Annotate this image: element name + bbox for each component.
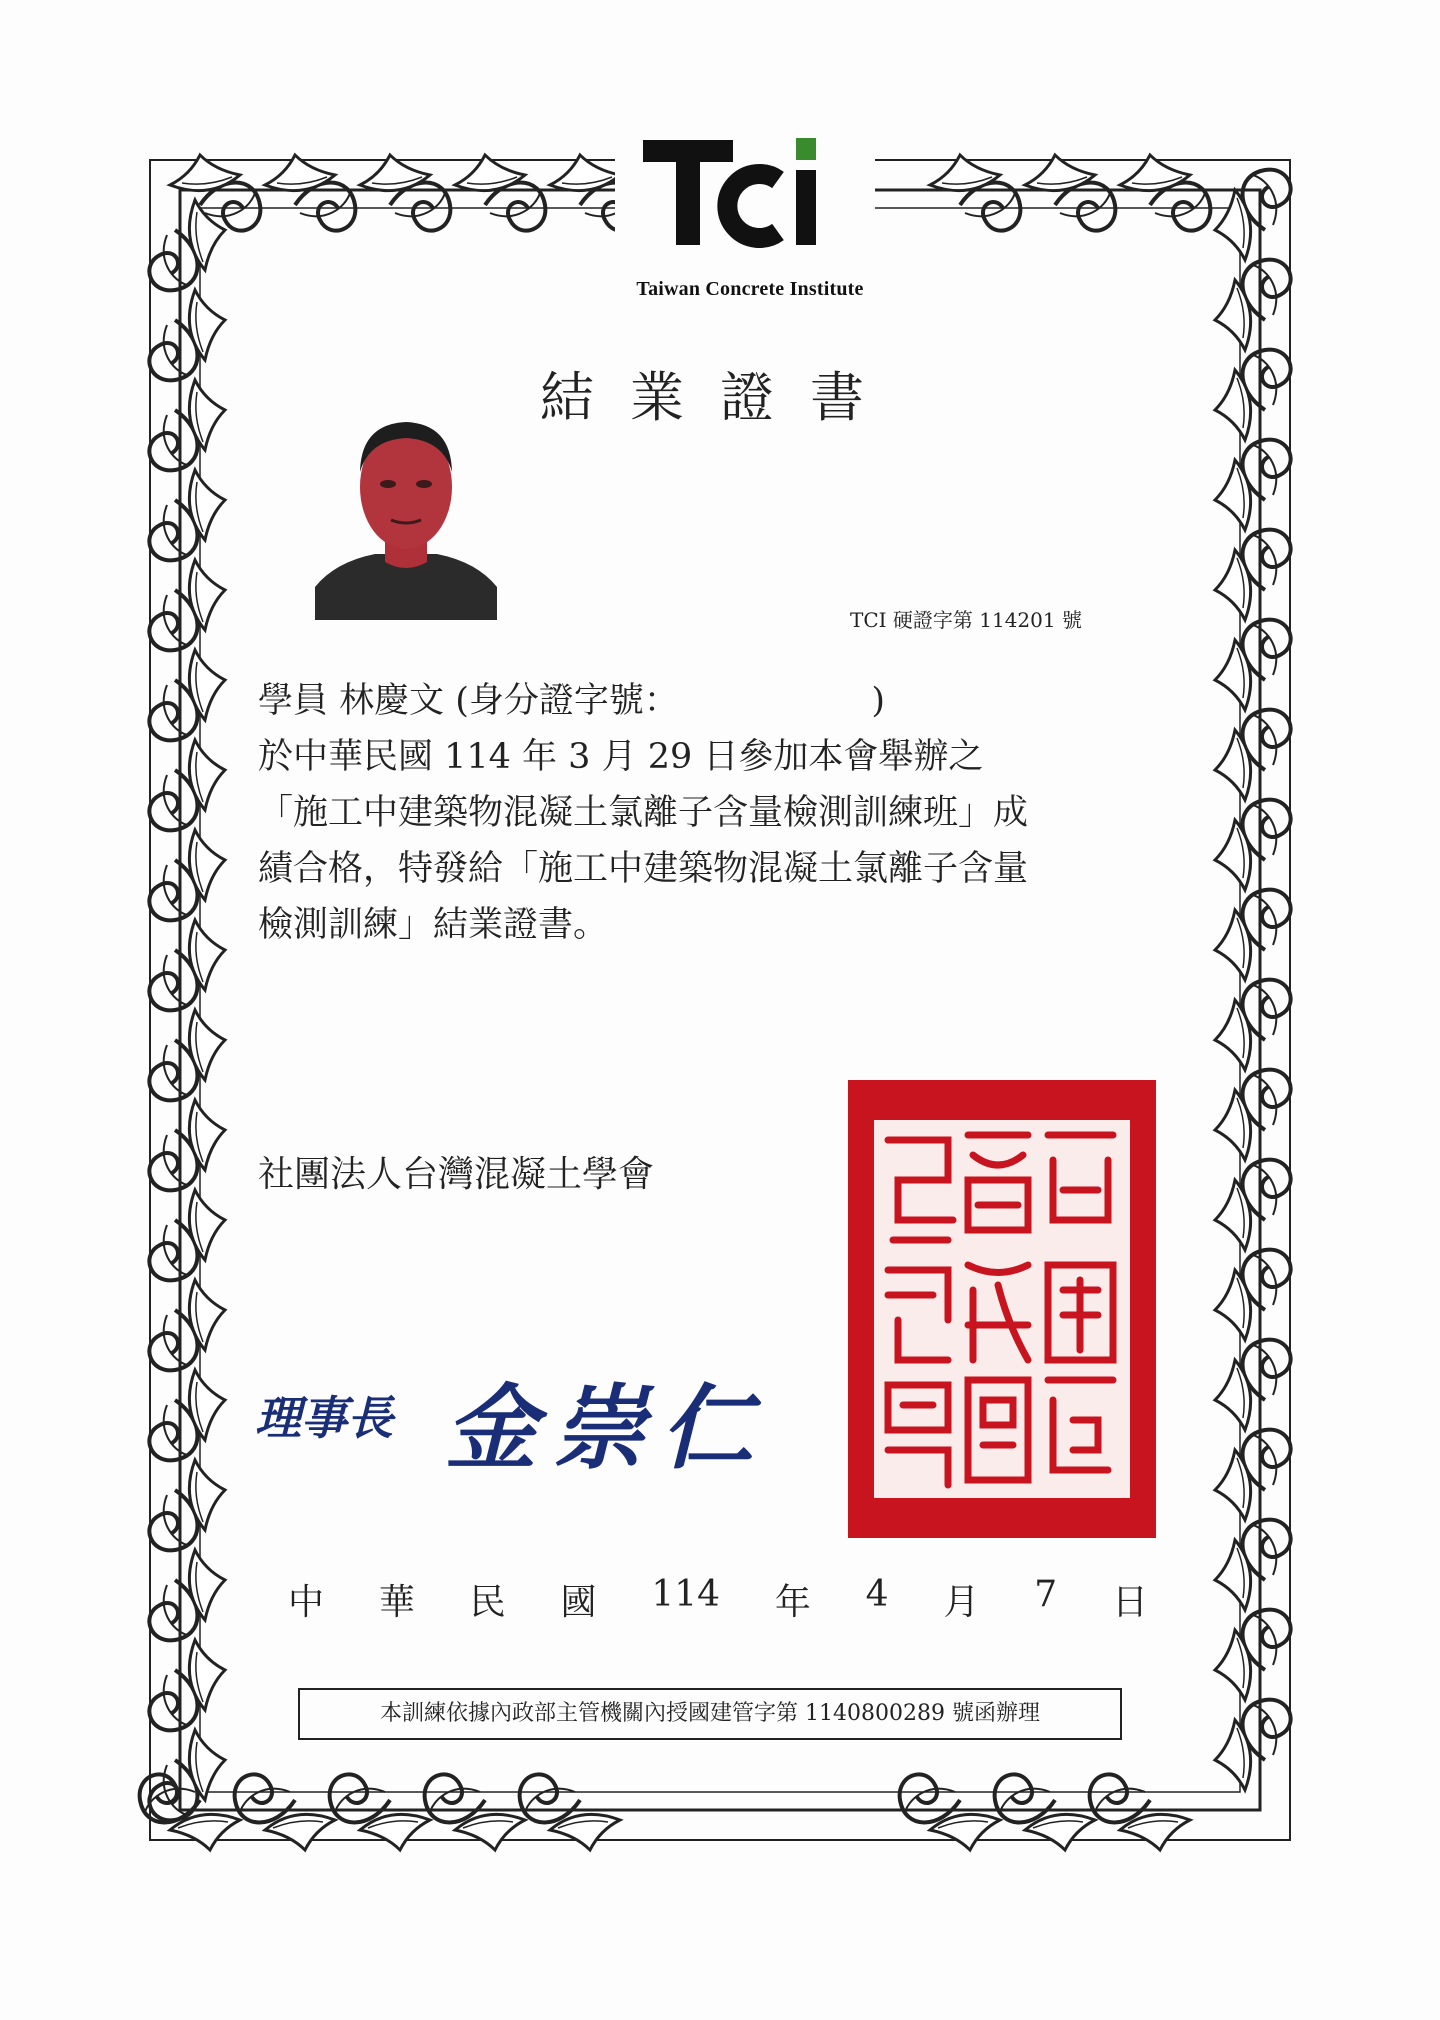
date-part: 民	[469, 1582, 506, 1623]
date-part: 4	[865, 1574, 889, 1615]
body-line: 學員 林慶文 (身分證字號： )	[258, 681, 886, 721]
date-part: 中	[288, 1582, 325, 1623]
tci-logo-mark	[638, 130, 858, 250]
date-part: 日	[1111, 1582, 1148, 1623]
chairman-signature: 金崇仁	[445, 1374, 770, 1482]
certificate-body	[258, 673, 1178, 953]
chairman-title: 理事長	[255, 1391, 393, 1445]
body-line: 檢測訓練」結業證書。	[258, 905, 609, 945]
page-title: 結業證書	[540, 366, 900, 429]
date-part: 月	[943, 1582, 980, 1623]
date-part: 華	[378, 1582, 415, 1623]
date-part: 7	[1034, 1574, 1058, 1615]
legal-note: 本訓練依據內政部主管機關內授國建管字第 1140800289 號函辦理	[298, 1688, 1122, 1740]
certificate-number: TCI 硬證字第 114201 號	[850, 608, 1082, 632]
issue-date	[288, 1574, 1148, 1625]
organization-name: 社團法人台灣混凝土學會	[258, 1154, 655, 1195]
date-part: 114	[651, 1574, 721, 1615]
body-line: 於中華民國 114 年 3 月 29 日參加本會舉辦之	[258, 737, 984, 777]
tci-logo	[630, 130, 864, 300]
body-line: 「施工中建築物混凝土氯離子含量檢測訓練班」成	[258, 793, 1029, 833]
date-part: 年	[774, 1582, 811, 1623]
date-part: 國	[560, 1582, 597, 1623]
student-photo	[315, 392, 497, 620]
logo-subtitle: Taiwan Concrete Institute	[636, 278, 864, 300]
official-seal	[848, 1080, 1156, 1538]
body-line: 績合格，特發給「施工中建築物混凝土氯離子含量	[258, 849, 1029, 889]
